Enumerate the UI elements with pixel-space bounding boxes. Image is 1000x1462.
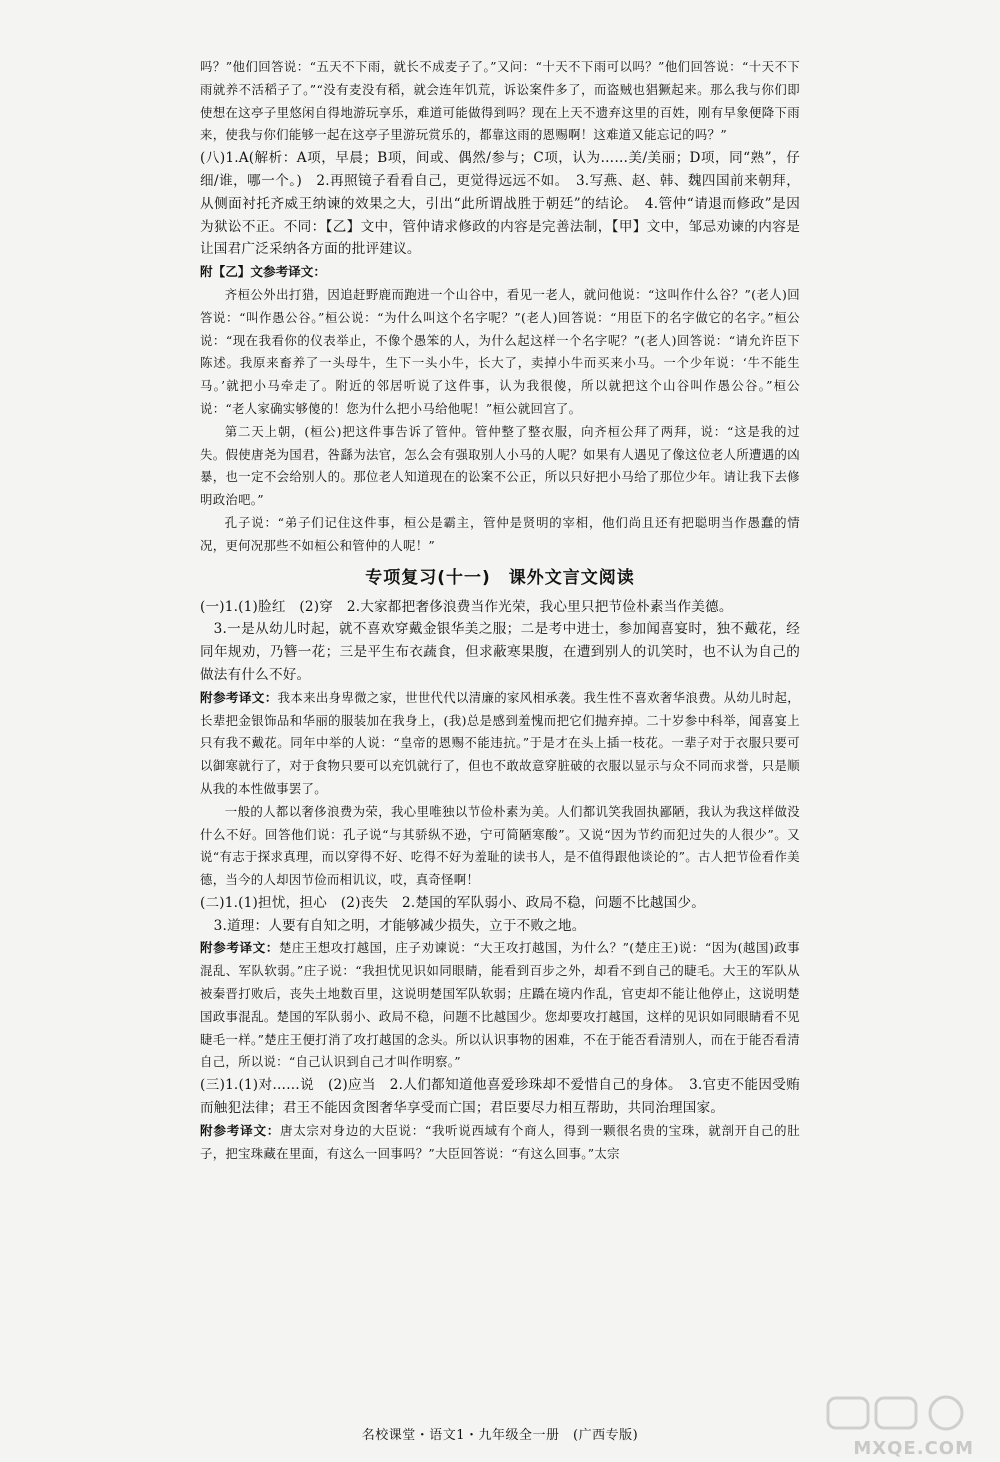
section-label: 附参考译文：	[200, 940, 279, 956]
translation-text: 楚庄王想攻打越国，庄子劝谏说：“大王攻打越国，为什么？”(楚庄王)说：“因为(越国)政事混乱、军队软弱。”庄子说：“我担忧见识如同眼睛，能看到百步之外，却看不到自己的睫毛。大王的军队从被秦晋打败后，丧失土地数百里，这说明楚国军队软弱；庄蹻在境内作乱，官吏却不能让他停止，这说明楚国政事混乱。楚国的军队弱小、政局不稳，问题不比越国少。您却要攻打越国，这样的见识如同眼睛看不见睫毛一样。”楚庄王便打消了攻打越国的念头。所以认识事物的困难，不在于能否看清别人，而在于能否看清自己，所以说：“自己认识到自己才叫作明察。”	[200, 940, 800, 1070]
watermark-text: MXQE.COM	[853, 1438, 974, 1459]
answer-paragraph: (一)1.(1)脸红 (2)穿 2.大家都把奢侈浪费当作光荣，我心里只把节俭朴素当作美德。	[200, 598, 733, 615]
translation-paragraph: 一般的人都以奢侈浪费为荣，我心里唯独以节俭朴素为美。人们都讥笑我固执鄙陋，我认为我这样做没什么不好。回答他们说：孔子说“与其骄纵不逊，宁可简陋寒酸”。又说“因为节约而犯过失的人很少”。又说“有志于探求真理，而以穿得不好、吃得不好为羞耻的读书人，是不值得跟他谈论的”。古人把节俭看作美德，当今的人却因节俭而相讥议，哎，真奇怪啊！	[200, 803, 800, 888]
section-label: 附参考译文：	[200, 689, 278, 705]
answer-paragraph: 3.一是从幼儿时起，就不喜欢穿戴金银华美之服；二是考中进士，参加闻喜宴时，独不戴花，经同年规劝，乃簪一花；三是平生布衣蔬食，但求蔽寒果腹，在遭到别人的讥笑时，也不认为自己的做法有什么不好。	[200, 621, 800, 683]
translation-paragraph: 孔子说：“弟子们记住这件事，桓公是霸主，管仲是贤明的宰相，他们尚且还有把聪明当作愚蠢的情况，更何况那些不如桓公和管仲的人呢！”	[200, 514, 800, 553]
page-footer: 名校课堂・语文1・九年级全一册 (广西专版)	[361, 1428, 639, 1443]
translation-paragraph: 吗？”他们回答说：“五天不下雨，就长不成麦子了。”又问：“十天不下雨可以吗？”他们回答说：“十天不下雨就养不活稻子了。”“没有麦没有稻，就会连年饥荒，诉讼案件多了，而盗贼也猖獗起来。那么我与你们即使想在这亭子里悠闲自得地游玩享乐，难道可能做得到吗？现在上天不遗弃这里的百姓，刚有早象便降下雨来，使我与你们能够一起在这亭子里游玩赏乐的，都靠这雨的恩赐啊！这难道又能忘记的吗？”	[200, 59, 800, 143]
translation-text: 唐太宗对身边的大臣说：“我听说西域有个商人，得到一颗很名贵的宝珠，就剖开自己的肚子，把宝珠藏在里面，有这么一回事吗？”大臣回答说：“有这么回事。”太宗	[200, 1122, 800, 1161]
answer-paragraph: (八)1.A(解析：A项，早晨；B项，间或、偶然/参与；C项，认为……美/美丽；D项，同“熟”，仔细/谁，哪一个。) 2.再照镜子看看自己，更觉得远远不如。 3.写燕、赵、韩、魏四国前来朝拜，从侧面衬托齐威王纳谏的效果之大，引出“此所谓战胜于朝廷”的结论。 4.管仲“请退而修政”是因为狱讼不正。不同：【乙】文中，管仲请求修政的内容是完善法制，【甲】文中，邹忌劝谏的内容是让国君广泛采纳各方面的批评建议。	[200, 150, 800, 258]
translation-paragraph	[200, 1120, 800, 1166]
translation-text: 我本来出身卑微之家，世世代代以清廉的家风相承袭。我生性不喜欢奢华浪费。从幼儿时起，长辈把金银饰品和华丽的服装加在我身上，(我)总是感到羞愧而把它们抛弃掉。二十岁参中科举，闻喜宴上只有我不戴花。同年中举的人说：“皇帝的恩赐不能违抗。”于是才在头上插一枝花。一辈子对于衣服只要可以御寒就行了，对于食物只要可以充饥就行了，但也不敢故意穿脏破的衣服以显示与众不同而求誉，只是顺从我的本性做事罢了。	[200, 689, 800, 796]
answer-paragraph: 3.道理：人要有自知之明，才能够减少损失，立于不败之地。	[213, 917, 586, 934]
translation-paragraph: 第二天上朝，(桓公)把这件事告诉了管仲。管仲整了整衣服，向齐桓公拜了两拜，说：“这是我的过失。假使唐尧为国君，咎繇为法官，怎么会有强取别人小马的人呢？如果有人遇见了像这位老人所遭遇的凶暴，也一定不会给别人的。那位老人知道现在的讼案不公正，所以只好把小马给了那位少年。请让我下去修明政治吧。”	[200, 423, 800, 508]
answer-page	[200, 56, 800, 1165]
answer-paragraph: (二)1.(1)担忧，担心 (2)丧失 2.楚国的军队弱小、政局不稳，问题不比越国少。	[200, 894, 706, 911]
answer-paragraph: (三)1.(1)对……说 (2)应当 2.人们都知道他喜爱珍珠却不爱惜自己的身体。 3.官吏不能因受贿而触犯法律；君王不能因贪图奢华享受而亡国；君臣要尽力相互帮助，共同治理国家。	[200, 1077, 800, 1117]
section-heading: 专项复习(十一) 课外文言文阅读	[365, 567, 635, 588]
section-label: 附参考译文：	[200, 1122, 281, 1138]
translation-paragraph	[200, 937, 800, 1074]
section-label: 附【乙】文参考译文：	[200, 264, 326, 280]
translation-paragraph	[200, 687, 800, 801]
translation-paragraph: 齐桓公外出打猎，因追赶野鹿而跑进一个山谷中，看见一老人，就问他说：“这叫作什么谷？”(老人)回答说：“叫作愚公谷。”桓公说：“为什么叫这个名字呢？”(老人)回答说：“用臣下的名字做它的名字。”桓公说：“现在我看你的仪表举止，不像个愚笨的人，为什么起这样一个名字呢？”(老人)回答说：“请允许臣下陈述。我原来畜养了一头母牛，生下一头小牛，长大了，卖掉小牛而买来小马。一个少年说：‘牛不能生马。’就把小马牵走了。附近的邻居听说了这件事，认为我很傻，所以就把这个山谷叫作愚公谷。”桓公说：“老人家确实够傻的！您为什么把小马给他呢！”桓公就回宫了。	[200, 286, 800, 416]
